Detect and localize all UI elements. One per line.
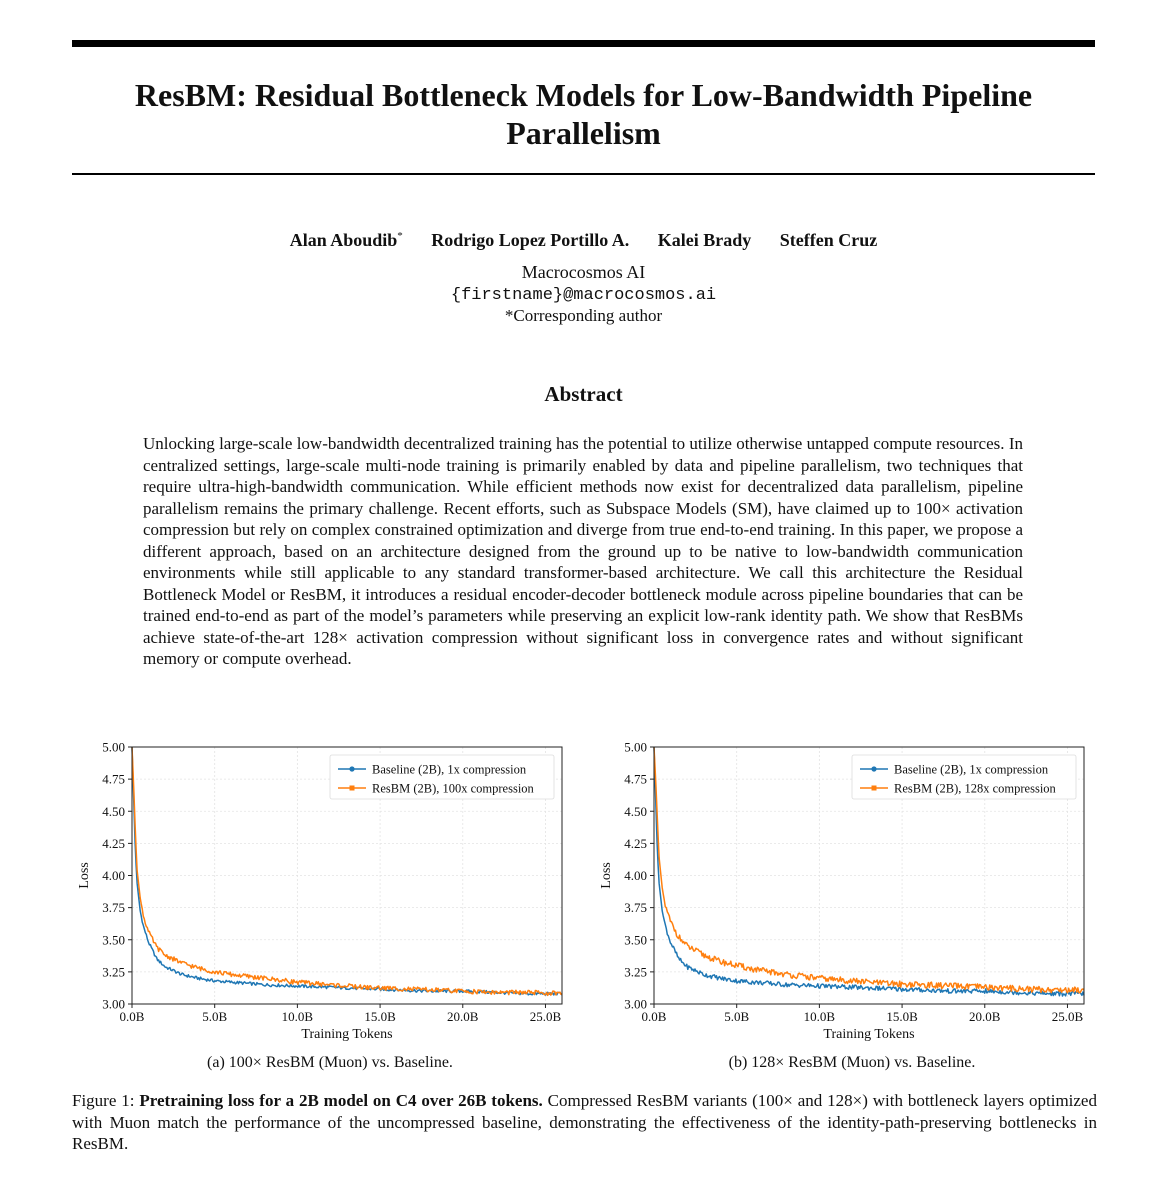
figure-caption — [72, 1090, 1097, 1155]
x-tick-label: 5.0B — [724, 1009, 750, 1024]
email: {firstname}@macrocosmos.ai — [450, 286, 717, 305]
chart-b — [592, 725, 1092, 1050]
paper-title: ResBM: Residual Bottleneck Models for Low-Bandwidth Pipeline Parallelism — [134, 77, 1033, 151]
y-tick-label: 3.75 — [624, 900, 647, 916]
x-axis-label: Training Tokens — [301, 1027, 393, 1042]
corresponding-note: *Corresponding author — [504, 306, 663, 325]
author-2: Rodrigo Lopez Portillo A. — [431, 230, 630, 250]
x-tick-label: 25.0B — [1051, 1009, 1084, 1024]
chart-b-svg — [592, 725, 1092, 1050]
abstract-text: Unlocking large-scale low-bandwidth decentralized training has the potential to utilize otherwise untapped compute resources. In centralized settings, large-scale multi-node training is primarily enabled by data and pipeline parallelism, two techniques that require ultra-high-bandwidth communication. While efficient methods now exist for decentralized data parallelism, pipeline parallelism remains the primary challenge. Recent efforts, such as Subspace Models (SM), have claimed up to 100× activation compression but rely on complex constrained optimization and diverge from true end-to-end training. In this paper, we propose a different approach, based on an architecture designed from the ground up to be native to low-bandwidth communication environments while still applicable to any standard transformer-based architecture. We call this architecture the Residual Bottleneck Model or ResBM, it introduces a residual encoder-decoder bottleneck module across pipeline boundaries that can be trained end-to-end as part of the model’s parameters while preserving an explicit low-rank identity path. We show that ResBMs achieve state-of-the-art 128× activation compression without significant loss in convergence rates and without significant memory or compute overhead. — [143, 434, 1023, 668]
y-tick-label: 5.00 — [102, 739, 125, 755]
subcaption-a: (a) 100× ResBM (Muon) vs. Baseline. — [207, 1054, 453, 1071]
y-tick-label: 3.00 — [624, 996, 647, 1012]
y-tick-label: 3.50 — [102, 932, 125, 948]
y-tick-label: 4.50 — [102, 803, 125, 819]
x-tick-label: 0.0B — [119, 1009, 145, 1024]
x-tick-label: 15.0B — [364, 1009, 396, 1024]
y-tick-label: 4.00 — [102, 868, 125, 883]
y-tick-label: 5.00 — [624, 739, 647, 755]
y-tick-label: 3.25 — [102, 964, 125, 980]
y-tick-label: 3.50 — [624, 932, 647, 948]
y-tick-label: 4.25 — [102, 835, 125, 851]
y-tick-label: 4.50 — [624, 803, 647, 819]
y-axis-label: Loss — [599, 862, 614, 889]
author-3: Kalei Brady — [657, 230, 752, 250]
y-tick-label: 4.25 — [624, 835, 647, 851]
x-tick-label: 15.0B — [886, 1009, 918, 1024]
x-tick-label: 20.0B — [969, 1009, 1001, 1024]
chart-a-svg — [70, 725, 570, 1050]
title-rule — [72, 173, 1095, 175]
y-axis-label: Loss — [77, 862, 92, 889]
author-1: Alan Aboudib* — [289, 230, 403, 250]
abstract-heading: Abstract — [544, 382, 623, 406]
corresponding-marker: * — [397, 230, 403, 242]
figure-caption-bold: Pretraining loss for a 2B model on C4 over 26B tokens. — [139, 1091, 543, 1110]
x-tick-label: 0.0B — [641, 1009, 667, 1024]
y-tick-label: 4.75 — [624, 771, 647, 787]
figure-caption-rest: Compressed ResBM variants (100× and 128×) with bottleneck layers optimized with Muon match the performance of the uncompressed baseline, demonstrating the effectiveness of the identity-path-preserving bottlenecks in ResBM. — [72, 1091, 1097, 1153]
subcaption-b: (b) 128× ResBM (Muon) vs. Baseline. — [728, 1054, 976, 1071]
y-tick-label: 4.75 — [102, 771, 125, 787]
legend-label-resbm: ResBM (2B), 100x compression — [372, 781, 534, 796]
legend-label-baseline: Baseline (2B), 1x compression — [372, 762, 527, 777]
legend-label-resbm: ResBM (2B), 128x compression — [894, 781, 1056, 796]
y-tick-label: 3.00 — [102, 996, 125, 1012]
legend-marker-baseline — [349, 766, 354, 771]
top-rule — [72, 40, 1095, 47]
x-tick-label: 20.0B — [447, 1009, 479, 1024]
author-4: Steffen Cruz — [779, 230, 878, 250]
affiliation: Macrocosmos AI — [521, 262, 646, 282]
legend-marker-resbm — [350, 786, 355, 791]
legend-marker-baseline — [871, 766, 876, 771]
legend-marker-resbm — [872, 786, 877, 791]
x-tick-label: 25.0B — [529, 1009, 562, 1024]
x-tick-label: 5.0B — [202, 1009, 228, 1024]
y-tick-label: 3.75 — [102, 900, 125, 916]
legend-label-baseline: Baseline (2B), 1x compression — [894, 762, 1049, 777]
y-tick-label: 3.25 — [624, 964, 647, 980]
x-tick-label: 10.0B — [281, 1009, 314, 1024]
chart-a — [70, 725, 570, 1050]
x-tick-label: 10.0B — [803, 1009, 836, 1024]
x-axis-label: Training Tokens — [823, 1027, 915, 1042]
figure-caption-label: Figure 1: — [72, 1091, 140, 1110]
author-list — [72, 230, 1095, 251]
y-tick-label: 4.00 — [624, 868, 647, 883]
